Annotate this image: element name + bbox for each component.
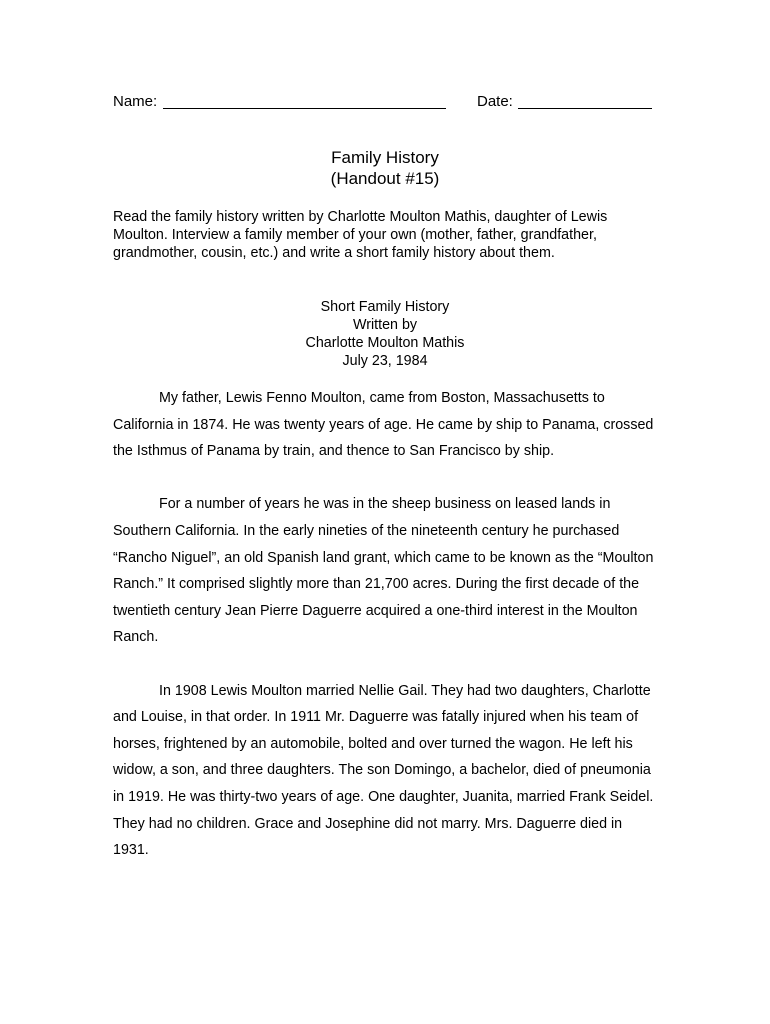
handout-number: (Handout #15) <box>330 169 440 188</box>
story-title: Short Family History <box>320 299 450 315</box>
story-heading <box>0 298 770 370</box>
story-paragraph: For a number of years he was in the sheep business on leased lands in Southern California. In the early nineties of the nineteenth century he purchased “Rancho Niguel”, an old Spanish land grant, which came to be known as the “Moulton Ranch.” It comprised slightly more than 21,700 acres. During the first decade of the twentieth century Jean Pierre Daguerre acquired a one-third interest in the Moulton Ranch. <box>113 496 654 646</box>
story-date: July 23, 1984 <box>342 353 428 369</box>
page-title <box>0 147 770 189</box>
instructions-paragraph: Read the family history written by Charlotte Moulton Mathis, daughter of Lewis Moulton. Interview a family member of your own (mother, father, grandfather, grandmother, cousin, etc.) and write a short family history about them. <box>113 209 608 261</box>
story-paragraph: My father, Lewis Fenno Moulton, came from Boston, Massachusetts to California in 1874. He was twenty years of age. He came by ship to Panama, crossed the Isthmus of Panama by train, and thence to San Francisco by ship. <box>113 390 654 460</box>
story-paragraph: In 1908 Lewis Moulton married Nellie Gail. They had two daughters, Charlotte and Louise, in that order. In 1911 Mr. Daguerre was fatally injured when his team of horses, frightened by an automobile, bolted and over turned the wagon. He left his widow, a son, and three daughters. The son Domingo, a bachelor, died of pneumonia in 1919. He was thirty-two years of age. One daughter, Juanita, married Frank Seidel. They had no children. Grace and Josephine did not marry. Mrs. Daguerre died in 1931. <box>113 682 654 859</box>
name-label: Name: <box>113 93 158 110</box>
date-label: Date: <box>477 93 513 110</box>
story-body <box>113 385 661 890</box>
written-by: Written by <box>352 317 418 333</box>
date-blank-line[interactable] <box>518 108 652 109</box>
name-blank-line[interactable] <box>163 108 446 109</box>
author-name: Charlotte Moulton Mathis <box>305 335 465 351</box>
title-line: Family History <box>331 148 439 167</box>
